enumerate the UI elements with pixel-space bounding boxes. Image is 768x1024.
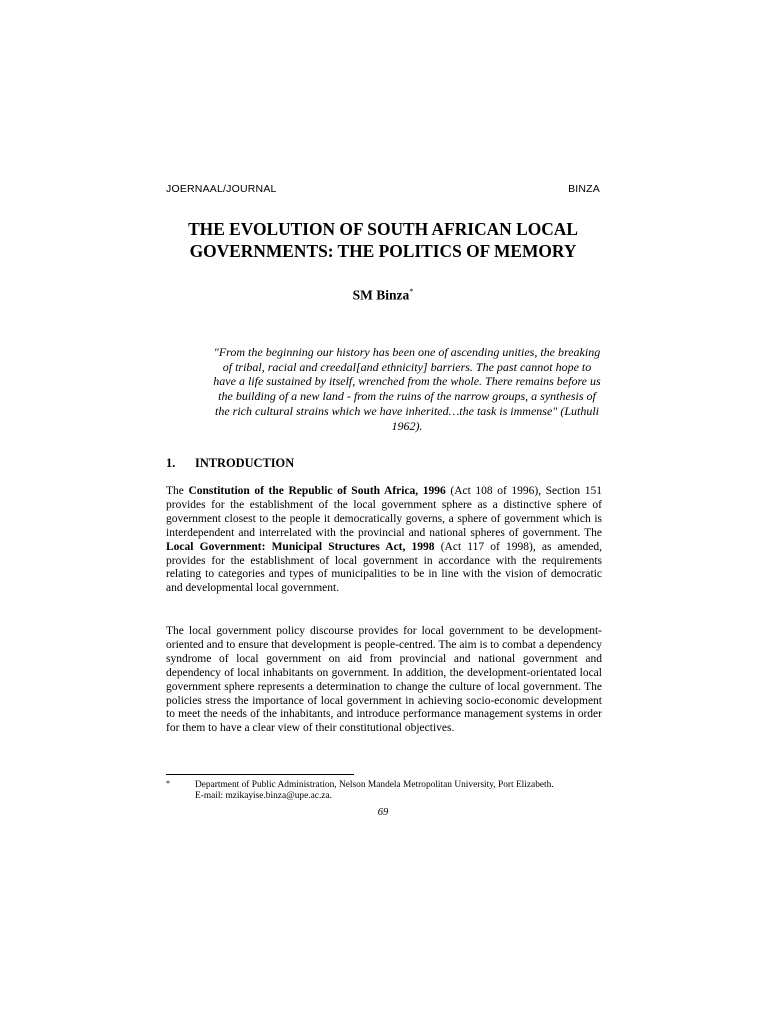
footnote-mark: * <box>166 779 170 788</box>
section-title: INTRODUCTION <box>195 456 295 470</box>
paragraph-1 <box>166 485 602 596</box>
running-head-journal: JOERNAAL/JOURNAL <box>166 183 277 195</box>
author-name: SM Binza <box>352 287 410 303</box>
para1-constitution-title: Constitution of the Republic of South Africa, 1996 <box>188 485 446 497</box>
author-footnote-mark: * <box>409 287 414 296</box>
page-number: 69 <box>377 807 389 818</box>
para1-text-2: (Act 108 of 1996), Section 151 provides for the establishment of the local government sphere as a distinctive sphere of government closest to the people it democratically governs, a sphere of government which is interdependent and interrelated with the provincial and national spheres of government. The <box>166 485 602 539</box>
paragraph-2: The local government policy discourse provides for local government to be development-oriented and to ensure that development is people-centred. The aim is to combat a dependency syndrome of local government on aid from provincial and national government and dependency of local inhabitants on government. In addition, the development-orientated local government sphere represents a determination to change the culture of local government. The policies stress the importance of local government in achieving socio-economic development to meet the needs of the inhabitants, and introduce performance management systems in order for them to have a clear view of their constitutional objectives. <box>166 625 602 735</box>
footnote-divider <box>166 774 354 775</box>
para1-text-1: The <box>166 485 189 497</box>
article-title-line-2: GOVERNMENTS: THE POLITICS OF MEMORY <box>189 241 577 261</box>
author-line <box>166 287 600 304</box>
article-title <box>166 218 600 262</box>
para1-act-title: Local Government: Municipal Structures Act, 1998 <box>166 540 435 553</box>
article-title-line-1: THE EVOLUTION OF SOUTH AFRICAN LOCAL <box>188 219 578 239</box>
section-heading <box>166 456 600 471</box>
section-number: 1. <box>166 456 176 470</box>
footnote-email: E-mail: mzikayise.binza@upe.ac.za. <box>195 791 332 802</box>
epigraph-quote: "From the beginning our history has been one of ascending unities, the breaking of tribal, racial and creedal[and ethnicity] barriers. The past cannot hope to have a life sustained by itself, wrenched from the whole. There remains before us the building of a new land - from the ruins of the narrow groups, a synthesis of the rich cultural strains which we have inherited…the task is immense" (Luthuli 1962). <box>213 345 601 433</box>
para1-text-3: (Act 117 of 1998), as amended, provides for the establishment of local government in accordance with the requirements relating to categories and types of municipalities to be in line with the vision of democratic and developmental local government. <box>166 540 602 595</box>
running-head-author: BINZA <box>568 183 600 195</box>
footnote-affiliation: Department of Public Administration, Nelson Mandela Metropolitan University, Port Elizabeth. <box>195 780 554 790</box>
footnote <box>166 780 602 803</box>
